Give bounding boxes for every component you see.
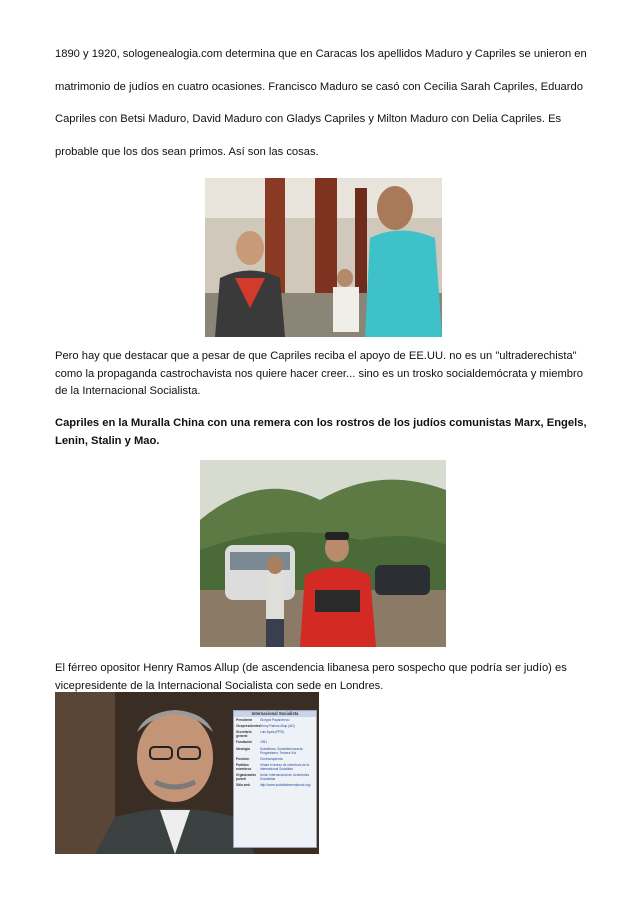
infobox-row bbox=[236, 747, 314, 755]
infobox-row bbox=[236, 773, 314, 781]
infobox-row-label: Presidente bbox=[236, 718, 253, 723]
infobox-row bbox=[236, 757, 314, 761]
infobox-row-value: 1951 bbox=[260, 740, 268, 745]
infobox-row-value: Véase el anexo de miembros de la Internacional Socialista bbox=[260, 762, 310, 771]
infobox-row-label: Partidos miembros bbox=[236, 762, 252, 771]
infobox-row-value: Centroizquierda bbox=[260, 756, 283, 761]
infobox-title: Internacional Socialista bbox=[234, 711, 316, 717]
paragraph-great-wall-caption: Capriles en la Muralla China con una remera con los rostros de los judíos comunistas Marx, Engels, Lenin, Stalin y Mao. bbox=[55, 417, 587, 447]
infobox-row-value: http://www.socialistinternational.org/ bbox=[260, 783, 311, 788]
infobox-row-value: Luis Ayala (PPD) bbox=[260, 730, 285, 735]
infobox-row bbox=[236, 763, 314, 771]
photo-capriles-great-wall bbox=[200, 460, 446, 647]
infobox-row-label: Vicepresidentes bbox=[236, 724, 261, 729]
infobox-row-value: Giorgos Papandreou bbox=[260, 718, 290, 723]
infobox-row-label: Posición bbox=[236, 756, 250, 761]
infobox-row bbox=[236, 740, 314, 744]
infobox-row bbox=[236, 783, 314, 787]
infobox-inset bbox=[233, 710, 317, 848]
infobox-row bbox=[236, 718, 314, 722]
infobox-row-label: Ideología bbox=[236, 746, 250, 751]
infobox-row-label: Sitio web bbox=[236, 783, 250, 788]
infobox-row-value: Unión Internacional de Juventudes Socialistas bbox=[260, 773, 310, 782]
infobox-row bbox=[236, 724, 314, 728]
infobox-row-label: Secretario general bbox=[236, 730, 252, 739]
photo-ramos-allup bbox=[55, 692, 319, 854]
infobox-rows bbox=[234, 717, 316, 790]
infobox-row-value: Henry Ramos Allup (AD) bbox=[260, 724, 295, 729]
infobox-row-label: Organización juvenil bbox=[236, 773, 257, 782]
infobox-row-label: Fundación bbox=[236, 740, 253, 745]
paragraph-capriles-ideology: Pero hay que destacar que a pesar de que Capriles reciba el apoyo de EE.UU. no es un "ultraderechista" como la propaganda castrochavista nos quiere hacer creer... sino es un trosko socialdemócrata y miembro de la Internacional Socialista. bbox=[55, 350, 583, 397]
infobox-row bbox=[236, 730, 314, 738]
infobox-row-value: Socialismo, Socialdemocracia, Progresismo, Tercera Vía bbox=[260, 746, 304, 755]
paragraph-genealogy: 1890 y 1920, sologenealogia.com determina que en Caracas los apellidos Maduro y Capriles se unieron en matrimonio de judíos en cuatro ocasiones. Francisco Maduro se casó con Cecilia Sarah Capriles, Eduardo Capriles con Betsi Maduro, David Maduro con Gladys Capriles y Milton Maduro con Delia Capriles. Es probable que los dos sean primos. Así son las cosas. bbox=[55, 48, 587, 158]
paragraph-ramos-allup: El férreo opositor Henry Ramos Allup (de ascendencia libanesa pero sospecho que podría ser judío) es vicepresidente de la Internacional Socialista con sede en Londres. bbox=[55, 662, 567, 692]
photo-capriles-maduro bbox=[205, 178, 442, 337]
